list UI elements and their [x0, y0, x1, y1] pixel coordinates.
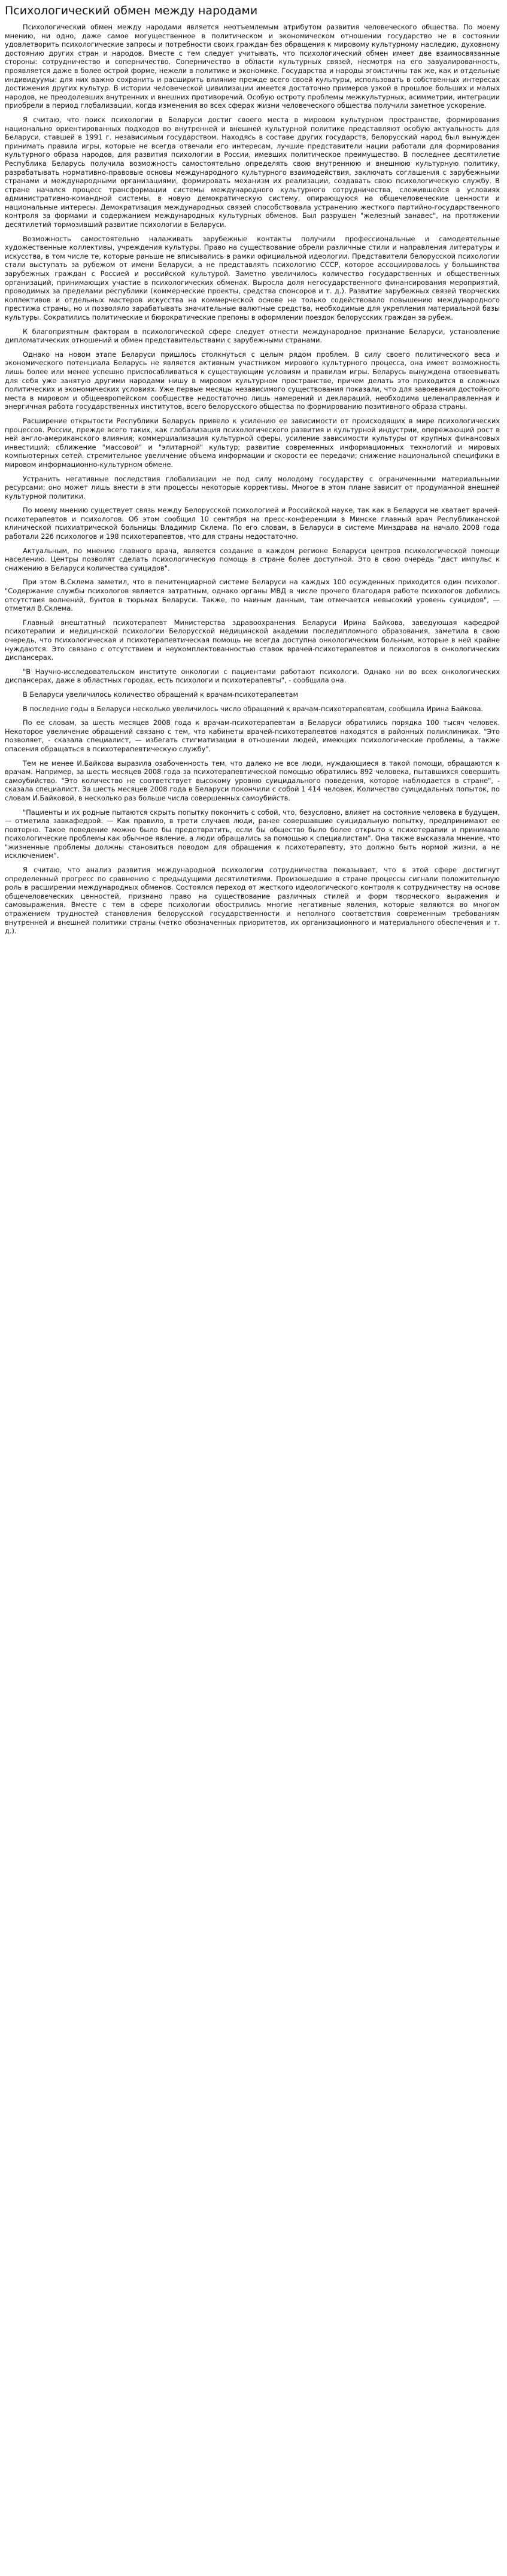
paragraph: Я считаю, что анализ развития международной психологии сотрудничества показывает, что в этой сфере достигнут определенный прогресс по сравнению с предыдущими десятилетиями. Произошедшие в стране процессы сигнали положительную роль в расширении международных обменов. Состоялся переход от жесткого идеологического контроля к сотрудничеству на основе общечеловеческих ценностей, признано право на существование различных стилей и форм творческого выражения и самовыражения. Вместе с тем в сфере психологии обострились многие негативные явления, которые являются во многом отражением трудностей становления белорусской государственности и неполного соответствия современным требованиям внутренней и внешней политики страны (четко обозначенных приоритетов, их организационного и материального обеспечения и т. д.). [5, 866, 500, 936]
paragraph: Тем не менее И.Байкова выразила озабоченность тем, что далеко не все люди, нуждающиеся в такой помощи, обращаются к врачам. Например, за шесть месяцев 2008 года за психотерапевтической помощью обратились 892 человека, пытавшихся совершить самоубийство. "Это количество не соответствует высокому уровню суицидального поведения, которое наблюдается в стране", - сказала специалист. За шесть месяцев 2008 года в Беларуси покончили с собой 1 414 человек. Количество суицидальных попыток, по словам И.Байковой, в несколько раз больше числа совершенных самоубийств. [5, 758, 500, 802]
paragraph: Расширение открытости Республики Беларусь привело к усилению ее зависимости от происходящих в мире психологических процессов. России, прежде всего таких, как глобализация психологического развития и культурной индустрии, опережающий рост в ней англо-американского влияния; коммерциализация культурной сферы, усиление зависимости культуры от крупных финансовых инвестиций; сближение "массовой" и "элитарной" культур; развитие современных информационных технологий и мировых компьютерных сетей. стремительное увеличение объема информации и скорости ее передачи; снижение национальной специфики в мировом информационно-культурном обмене. [5, 416, 500, 469]
article-body [5, 23, 500, 936]
paragraph: Возможность самостоятельно налаживать зарубежные контакты получили профессиональные и самодеятельные художественные коллективы, учреждения культуры. Право на существование обрели различные стили и направления литературы и искусства, в том числе те, которые раньше не вписывались в рамки официальной идеологии. Представители белорусской психологии стали выступать за рубежом от имени Беларуси, а не представлять психологию СССР, которое ассоциировалось у большинства зарубежных граждан с Россией и российской культурой. Заметно увеличилось количество государственных и общественных организаций, принимающих участие в психологических обменах. Выросла доля негосударственного финансирования мероприятий, проводимых за пределами республики (коммерческие проекты, средства спонсоров и т. д.). Развитие зарубежных связей творческих коллективов и отдельных мастеров искусства на коммерческой основе не только содействовало повышению международного престижа страны, но и позволяло зарабатывать значительные валютные средства, необходимые для укрепления материальной базы культуры. Сократились политические и бюрократические препоны в оформлении поездок белорусских граждан за рубеж. [5, 234, 500, 321]
paragraph: По моему мнению существует связь между Белорусской психологией и Российской науке, так как в Беларуси не хватает врачей-психотерапевтов и психологов. Об этом сообщил 10 сентября на пресс-конференции в Минске главный врач Республиканской клинической психиатрической больницы Владимир Склема. По его словам, в Беларуси в системе Минздрава на начало 2008 года работали 226 психологов и 198 психотерапевтов, что для страны недостаточно. [5, 506, 500, 541]
paragraph: Актуальным, по мнению главного врача, является создание в каждом регионе Беларуси центров психологической помощи населению. Центры позволят сделать психологическую помощь в стране более доступной. Это в свою очередь "даст импульс к снижению в Беларуси количества суицидов". [5, 546, 500, 572]
paragraph: По ее словам, за шесть месяцев 2008 года к врачам-психотерапевтам в Беларуси обратились порядка 100 тысяч человек. Некоторое увеличение обращений связано с тем, что кабинеты врачей-психотерапевтов находятся в районных поликлиниках. "Это позволяет, - сказала специалист, — избегать стигматизации в отношении людей, имеющих психологические проблемы, а также опасения обращаться в психотерапевтическую службу". [5, 718, 500, 753]
article-title: Психологический обмен между народами [5, 4, 258, 17]
paragraph: Я считаю, что поиск психологии в Беларуси достиг своего места в мировом культурном пространстве, формирования национально ориентированных подходов во внутренней и внешней культурной политике представляют особую актуальность для Беларуси, ставшей в 1991 г. независимым государством. Находясь в составе других государств, белорусский народ был вынужден принимать правила игры, которые не всегда отвечали его интересам, лучшие представители нации работали для формирования культурного образа народов, для развития психологии в России, имевших политическое преимущество. В последнее десятилетие Республика Беларусь получила возможность самостоятельно определять свою внутреннюю и внешнюю культурную политику, разрабатывать нормативно-правовые основы международного культурного взаимодействия, заключать соглашения с зарубежными странами и международными организациями, формировать механизм их реализации, создавать свою психологическую службу. В стране начался процесс трансформации системы международного культурного сотрудничества, сложившейся в условиях административно-командной системы, в новую демократическую систему, опирающуюся на общечеловеческие ценности и национальные интересы. Демократизация международных связей способствовала устранению жесткого партийно-государственного контроля за формами и содержанием международных культурных обменов. Был разрушен "железный занавес", на протяжении десятилетий тормозивший развитие психологии в Беларуси. [5, 115, 500, 229]
paragraph: Однако на новом этапе Беларуси пришлось столкнуться с целым рядом проблем. В силу своего политического веса и экономического потенциала Беларусь не является активным участником мирового культурного процесса, она имеет возможность лишь более или менее успешно приспосабливаться к существующим условиям и правилам игры. Беларусь вынуждена отвоевывать для себя уже занятую другими народами нишу в мировом культурном пространстве, причем делать это приходится в сложных политических и экономических условиях. Уже первые месяцы независимого существования показали, что для завоевания достойного места в мировом и общеевропейском сообществе недостаточно лишь намерений и деклараций, необходима целенаправленная и энергичная работа государственных институтов, всего белорусского общества по формированию позитивного образа страны. [5, 350, 500, 411]
paragraph: В Беларуси увеличилось количество обращений к врачам-психотерапевтам [23, 690, 299, 699]
paragraph: Устранить негативные последствия глобализации не под силу молодому государству с ограниченными материальными ресурсами; оно может лишь внести в эти процессы некоторые коррективы. Многое в этом плане зависит от продуманной внешней культурной политики. [5, 474, 500, 500]
paragraph: "Пациенты и их родные пытаются скрыть попытку покончить с собой, что, безусловно, влияет на состояние человека в будущем, — отметила завкафедрой. — Как правило, в трети случаев люди, ранее совершавшие суицидальную попытку, предпринимают ее повторно. Такое поведение можно было бы предотвратить, если бы общество было более открыто к психотерапии и принимало психологические проблемы как обычное явление, а люди обращались за помощью к специалистам". Она также высказала мнение, что "жизненные проблемы должны становиться поводом для обращения к психотерапевту, это должно быть нормой жизни, а не исключением". [5, 808, 500, 860]
paragraph: Психологический обмен между народами является неотъемлемым атрибутом развития человеческого общества. По моему мнению, ни одно, даже самое могущественное в политическом и экономическом отношении государство не в состоянии удовлетворить психологические запросы и потребности своих граждан без обращения к мировому культурному наследию, духовному достоянию других стран и народов. Вместе с тем следует учитывать, что психологический обмен имеет две взаимосвязанные стороны: сотрудничество и соперничество. Соперничество в области культурных связей, несмотря на его завуалированность, проявляется даже в более острой форме, нежели в политике и экономике. Государства и народы эгоистичны так же, как и отдельные индивидуумы: для них важно сохранить и расширить влияние прежде всего своей культуры, использовать в собственных интересах достижения других культур. В истории человеческой цивилизации имеется достаточно примеров узкой в прошлое больших и малых народов, не преодолевших внутренних и внешних противоречий. Особую остроту проблемы межкультурных, асимметрии, интеграции приобрели в период глобализации, когда изменения во всех сферах жизни человеческого общества получили заметное ускорение. [5, 23, 500, 110]
paragraph: "В Научно-исследовательском институте онкологии с пациентами работают психологи. Однако ни во всех онкологических диспансерах, даже в областных городах, есть психологи и психотерапевты", - сообщила она. [5, 667, 500, 685]
paragraph: К благоприятным факторам в психологической сфере следует отнести международное признание Беларуси, установление дипломатических отношений и обмен представительствами с зарубежными странами. [5, 327, 500, 345]
paragraph: В последние годы в Беларуси несколько увеличилось число обращений к врачам-психотерапевтам, сообщила Ирина Байкова. [23, 704, 484, 713]
paragraph: Главный внештатный психотерапевт Министерства здравоохранения Беларуси Ирина Байкова, заведующая кафедрой психотерапии и медицинской психологии Белорусской медицинской академии последипломного образования, заметила в свою очередь, что психологическая и психотерапевтическая помощь не всегда доступна онкологическим больным, которые в ней крайне нуждаются. Это связано с отсутствием и неукомплектованностью ставок врачей-психотерапевтов и психологов в онкологических диспансерах. [5, 618, 500, 662]
paragraph: При этом В.Склема заметил, что в пенитенциарной системе Беларуси на каждых 100 осужденных приходится один психолог. "Содержание службы психологов является затратным, однако органы МВД в числе прочего благодаря работе психологов добились отсутствия волнений, бунтов в тюрьмах Беларуси. Также, по наиным данным, там отмечается невысокий уровень суицидов", — отметил В.Склема. [5, 578, 500, 613]
